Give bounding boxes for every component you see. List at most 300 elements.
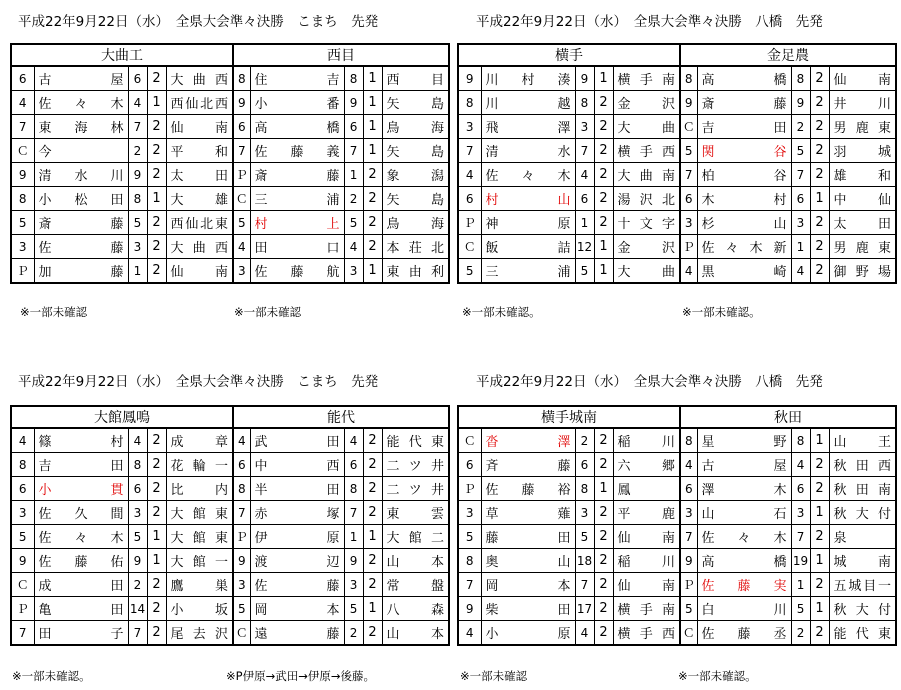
player-school: 秋田西	[829, 453, 896, 477]
player-num: 1	[344, 525, 363, 549]
player-grade: 2	[594, 453, 613, 477]
player-grade: 2	[810, 235, 829, 259]
footnote: ※一部未確認	[234, 305, 302, 319]
player-name: 柴 田	[481, 597, 575, 621]
player-grade: 1	[810, 549, 829, 573]
player-grade: 2	[363, 501, 382, 525]
player-name: 小 番	[250, 91, 344, 115]
player-grade: 1	[147, 187, 166, 211]
player-pos: 4	[233, 428, 250, 453]
player-num: 4	[128, 91, 147, 115]
player-pos: 5	[458, 259, 481, 284]
player-grade: 2	[810, 477, 829, 501]
player-pos: Ｃ	[680, 115, 697, 139]
player-name: 佐々木新	[697, 235, 791, 259]
player-grade: 2	[147, 139, 166, 163]
player-grade: 1	[363, 91, 382, 115]
player-school: 仙南	[613, 573, 680, 597]
player-grade: 1	[810, 187, 829, 211]
player-pos: 8	[680, 428, 697, 453]
player-pos: Ｃ	[11, 139, 34, 163]
player-name: 三 浦	[250, 187, 344, 211]
player-pos: 8	[233, 477, 250, 501]
lineup-table	[10, 43, 450, 284]
player-name: 黒 崎	[697, 259, 791, 284]
player-name: 飛 澤	[481, 115, 575, 139]
player-school: 西仙北西	[166, 91, 233, 115]
player-name: 山 石	[697, 501, 791, 525]
team-name: 横手城南	[458, 406, 680, 428]
player-grade: 2	[147, 453, 166, 477]
player-school: 大館東	[166, 501, 233, 525]
player-name: 川 越	[481, 91, 575, 115]
player-num: 3	[575, 115, 594, 139]
player-pos: 6	[680, 187, 697, 211]
player-school: 大雄	[166, 187, 233, 211]
player-num: 6	[344, 453, 363, 477]
player-school: 西目	[382, 66, 449, 91]
table-row	[458, 573, 896, 597]
player-pos: 8	[458, 549, 481, 573]
player-pos: Ｐ	[680, 235, 697, 259]
player-pos: 3	[680, 501, 697, 525]
player-name: 半 田	[250, 477, 344, 501]
table-row	[11, 235, 449, 259]
table-row	[458, 525, 896, 549]
player-pos: 3	[233, 573, 250, 597]
player-num: 4	[575, 163, 594, 187]
player-name: 高 橋	[697, 66, 791, 91]
player-school: 横手西	[613, 621, 680, 646]
player-num: 3	[128, 501, 147, 525]
player-name: 星 野	[697, 428, 791, 453]
player-num: 2	[344, 187, 363, 211]
player-name: 住 吉	[250, 66, 344, 91]
player-pos: 9	[233, 91, 250, 115]
table-row	[458, 621, 896, 646]
player-school: 大曲西	[166, 235, 233, 259]
player-grade: 1	[363, 259, 382, 284]
player-num: 9	[344, 91, 363, 115]
player-name: 亀 田	[34, 597, 128, 621]
player-pos: 9	[680, 91, 697, 115]
player-pos: Ｃ	[233, 187, 250, 211]
table-row	[11, 115, 449, 139]
player-pos: 4	[680, 259, 697, 284]
player-grade: 1	[363, 66, 382, 91]
player-name: 村 上	[250, 211, 344, 235]
player-num: 9	[128, 163, 147, 187]
player-num: 3	[575, 501, 594, 525]
player-grade: 2	[147, 115, 166, 139]
player-num: 5	[791, 597, 810, 621]
player-pos: 5	[458, 525, 481, 549]
player-school: 仙南	[166, 115, 233, 139]
player-grade: 2	[594, 211, 613, 235]
player-school: 二ツ井	[382, 477, 449, 501]
player-school: 尾去沢	[166, 621, 233, 646]
player-name: 吉 田	[697, 115, 791, 139]
table-row	[11, 501, 449, 525]
player-num: 2	[344, 621, 363, 646]
player-grade: 2	[363, 187, 382, 211]
player-grade: 2	[594, 597, 613, 621]
player-grade: 1	[363, 115, 382, 139]
player-school: 比内	[166, 477, 233, 501]
table-row	[458, 428, 896, 453]
player-num: 6	[791, 187, 810, 211]
player-pos: 8	[11, 187, 34, 211]
table-row	[11, 139, 449, 163]
player-school: 山本	[382, 549, 449, 573]
player-num: 7	[128, 621, 147, 646]
player-grade: 2	[594, 501, 613, 525]
player-grade: 2	[810, 525, 829, 549]
player-pos: 3	[680, 211, 697, 235]
player-num: 19	[791, 549, 810, 573]
player-pos: 3	[11, 501, 34, 525]
player-num: 8	[575, 477, 594, 501]
player-school: 羽城	[829, 139, 896, 163]
player-pos: Ｐ	[11, 259, 34, 284]
player-pos: Ｃ	[680, 621, 697, 646]
player-pos: 5	[233, 597, 250, 621]
player-num: 3	[344, 259, 363, 284]
player-name: 澤 木	[697, 477, 791, 501]
player-num: 6	[344, 115, 363, 139]
player-school: 中仙	[829, 187, 896, 211]
table-row	[11, 211, 449, 235]
player-name: 伊 原	[250, 525, 344, 549]
player-name: 佐藤丞	[697, 621, 791, 646]
player-grade: 1	[594, 235, 613, 259]
team-name: 横手	[458, 44, 680, 66]
player-name: 佐 藤	[250, 573, 344, 597]
player-pos: 9	[233, 549, 250, 573]
lineup-title: 平成22年9月22日（水） 全県大会準々決勝 八橋 先発	[476, 374, 823, 390]
player-school: 小坂	[166, 597, 233, 621]
player-pos: 9	[680, 549, 697, 573]
table-row	[11, 573, 449, 597]
player-num: 1	[791, 235, 810, 259]
player-school: 鳥海	[382, 115, 449, 139]
player-name: 神 原	[481, 211, 575, 235]
player-grade: 2	[147, 597, 166, 621]
player-pos: 6	[11, 477, 34, 501]
player-pos: 7	[458, 573, 481, 597]
player-num: 8	[344, 477, 363, 501]
player-num: 7	[128, 115, 147, 139]
player-name: 佐藤佑	[34, 549, 128, 573]
player-num: 12	[575, 235, 594, 259]
player-num: 14	[128, 597, 147, 621]
player-num: 3	[791, 501, 810, 525]
player-grade: 2	[147, 477, 166, 501]
player-name: 奥 山	[481, 549, 575, 573]
player-num: 5	[344, 597, 363, 621]
player-num: 5	[791, 139, 810, 163]
player-grade: 2	[594, 573, 613, 597]
player-pos: 6	[458, 453, 481, 477]
player-grade: 2	[363, 573, 382, 597]
player-name: 村 山	[481, 187, 575, 211]
player-name: 清水川	[34, 163, 128, 187]
player-grade: 2	[810, 163, 829, 187]
table-row	[11, 453, 449, 477]
player-pos: 6	[680, 477, 697, 501]
player-name: 沓 澤	[481, 428, 575, 453]
player-name: 今	[34, 139, 128, 163]
player-grade: 2	[810, 115, 829, 139]
player-pos: Ｐ	[233, 163, 250, 187]
player-num: 9	[575, 66, 594, 91]
player-num: 4	[128, 428, 147, 453]
player-name: 古 屋	[697, 453, 791, 477]
player-name: 佐々木	[34, 91, 128, 115]
player-name: 杉 山	[697, 211, 791, 235]
player-num: 9	[128, 549, 147, 573]
team-name: 西目	[233, 44, 449, 66]
player-pos: 7	[680, 525, 697, 549]
player-pos: 7	[233, 139, 250, 163]
player-pos: 4	[11, 91, 34, 115]
player-school: 横手西	[613, 139, 680, 163]
table-row	[458, 91, 896, 115]
player-pos: 7	[11, 115, 34, 139]
player-pos: 6	[233, 453, 250, 477]
table-row	[458, 549, 896, 573]
player-grade: 2	[810, 211, 829, 235]
player-grade: 2	[594, 187, 613, 211]
player-pos: 4	[458, 163, 481, 187]
player-grade: 1	[363, 525, 382, 549]
player-name: 白 川	[697, 597, 791, 621]
player-grade: 2	[810, 66, 829, 91]
table-row	[11, 597, 449, 621]
player-pos: 4	[458, 621, 481, 646]
player-grade: 1	[147, 525, 166, 549]
player-name: 佐藤義	[250, 139, 344, 163]
player-pos: Ｐ	[11, 597, 34, 621]
player-num: 2	[791, 621, 810, 646]
player-num: 1	[575, 211, 594, 235]
player-pos: 8	[680, 66, 697, 91]
player-num: 7	[344, 139, 363, 163]
team-name: 大曲工	[11, 44, 233, 66]
player-grade: 2	[594, 525, 613, 549]
player-school: 仙南	[166, 259, 233, 284]
table-row	[11, 525, 449, 549]
player-pos: 6	[233, 115, 250, 139]
player-school: 五城目一	[829, 573, 896, 597]
player-grade: 2	[147, 66, 166, 91]
player-num: 2	[128, 139, 147, 163]
player-name: 佐藤裕	[481, 477, 575, 501]
player-name: 佐久間	[34, 501, 128, 525]
player-grade: 2	[594, 549, 613, 573]
table-row	[458, 501, 896, 525]
player-grade: 2	[594, 139, 613, 163]
player-name: 高 橋	[697, 549, 791, 573]
player-pos: 9	[458, 66, 481, 91]
player-name: 小 貫	[34, 477, 128, 501]
player-num: 6	[791, 477, 810, 501]
player-school: 秋大付	[829, 501, 896, 525]
player-school: 鳳	[613, 477, 680, 501]
lineup-title: 平成22年9月22日（水） 全県大会準々決勝 こまち 先発	[18, 374, 379, 390]
player-num: 7	[575, 573, 594, 597]
player-grade: 2	[147, 163, 166, 187]
player-name: 遠 藤	[250, 621, 344, 646]
player-name: 藤 田	[481, 525, 575, 549]
player-num: 5	[575, 259, 594, 284]
player-name: 佐々木	[481, 163, 575, 187]
player-name: 吉 田	[34, 453, 128, 477]
player-grade: 2	[363, 477, 382, 501]
player-name: 川村湊	[481, 66, 575, 91]
player-grade: 2	[147, 211, 166, 235]
player-school: 矢島	[382, 91, 449, 115]
player-name: 東海林	[34, 115, 128, 139]
player-school: 秋大付	[829, 597, 896, 621]
player-num: 1	[791, 573, 810, 597]
player-grade: 1	[594, 259, 613, 284]
table-row	[458, 66, 896, 91]
table-row	[458, 187, 896, 211]
player-grade: 2	[147, 501, 166, 525]
player-school: 矢島	[382, 187, 449, 211]
player-name: 草 薙	[481, 501, 575, 525]
team-name: 秋田	[680, 406, 896, 428]
player-num: 6	[575, 453, 594, 477]
player-num: 5	[128, 211, 147, 235]
player-school: 横手南	[613, 66, 680, 91]
player-school: 大館二	[382, 525, 449, 549]
player-grade: 1	[147, 549, 166, 573]
player-grade: 2	[363, 428, 382, 453]
player-grade: 2	[594, 115, 613, 139]
player-school: 能代東	[829, 621, 896, 646]
player-num: 8	[791, 66, 810, 91]
player-grade: 2	[363, 235, 382, 259]
player-school: 能代東	[382, 428, 449, 453]
player-name: 清 水	[481, 139, 575, 163]
player-num: 3	[791, 211, 810, 235]
player-num: 8	[344, 66, 363, 91]
player-grade: 2	[594, 163, 613, 187]
player-school: 山王	[829, 428, 896, 453]
player-name: 田 口	[250, 235, 344, 259]
table-row	[11, 259, 449, 284]
footnote: ※一部未確認。	[462, 305, 541, 319]
player-pos: 7	[680, 163, 697, 187]
footnote: ※一部未確認。	[12, 669, 91, 683]
player-name: 小 原	[481, 621, 575, 646]
player-num: 7	[344, 501, 363, 525]
player-school: 八森	[382, 597, 449, 621]
player-grade: 2	[363, 549, 382, 573]
player-school: 湯沢北	[613, 187, 680, 211]
player-num: 7	[791, 525, 810, 549]
player-grade: 1	[594, 66, 613, 91]
player-pos: Ｐ	[458, 477, 481, 501]
player-grade: 2	[363, 163, 382, 187]
player-num: 2	[791, 115, 810, 139]
player-pos: 3	[458, 501, 481, 525]
player-num: 8	[128, 453, 147, 477]
table-row	[458, 477, 896, 501]
player-school: 東由利	[382, 259, 449, 284]
player-pos: 5	[680, 139, 697, 163]
player-grade: 2	[594, 621, 613, 646]
player-num: 18	[575, 549, 594, 573]
player-pos: Ｐ	[458, 211, 481, 235]
player-name: 武 田	[250, 428, 344, 453]
player-num: 3	[344, 573, 363, 597]
player-pos: 7	[233, 501, 250, 525]
player-name: 加 藤	[34, 259, 128, 284]
player-pos: 9	[11, 549, 34, 573]
table-row	[11, 549, 449, 573]
player-school: 六郷	[613, 453, 680, 477]
player-school: 男鹿東	[829, 235, 896, 259]
player-pos: Ｃ	[458, 235, 481, 259]
table-row	[458, 259, 896, 284]
player-num: 8	[128, 187, 147, 211]
player-school: 平鹿	[613, 501, 680, 525]
player-pos: 4	[680, 453, 697, 477]
player-pos: 5	[233, 211, 250, 235]
player-school: 矢島	[382, 139, 449, 163]
table-row	[11, 621, 449, 646]
player-pos: 9	[11, 163, 34, 187]
player-name: 岡 本	[250, 597, 344, 621]
player-num: 5	[128, 525, 147, 549]
player-grade: 2	[810, 573, 829, 597]
player-school: 仙南	[829, 66, 896, 91]
player-name: 飯 詰	[481, 235, 575, 259]
player-school: 山本	[382, 621, 449, 646]
player-grade: 1	[810, 428, 829, 453]
table-row	[458, 597, 896, 621]
player-grade: 2	[810, 621, 829, 646]
player-school: 稲川	[613, 549, 680, 573]
table-row	[11, 66, 449, 91]
player-num: 4	[344, 235, 363, 259]
player-pos: 9	[458, 597, 481, 621]
player-pos: Ｃ	[458, 428, 481, 453]
player-grade: 2	[810, 259, 829, 284]
player-grade: 1	[594, 477, 613, 501]
player-num: 6	[128, 477, 147, 501]
player-school: 花輪一	[166, 453, 233, 477]
player-school: 横手南	[613, 597, 680, 621]
player-pos: Ｐ	[680, 573, 697, 597]
footnote: ※一部未確認	[20, 305, 88, 319]
player-name: 田 子	[34, 621, 128, 646]
table-row	[458, 139, 896, 163]
player-name: 篠 村	[34, 428, 128, 453]
player-pos: 4	[233, 235, 250, 259]
player-num: 5	[344, 211, 363, 235]
player-school: 大曲西	[166, 66, 233, 91]
player-grade: 2	[810, 453, 829, 477]
table-row	[458, 115, 896, 139]
player-pos: 5	[11, 525, 34, 549]
player-grade: 2	[147, 428, 166, 453]
player-grade: 2	[147, 235, 166, 259]
player-name: 関 谷	[697, 139, 791, 163]
